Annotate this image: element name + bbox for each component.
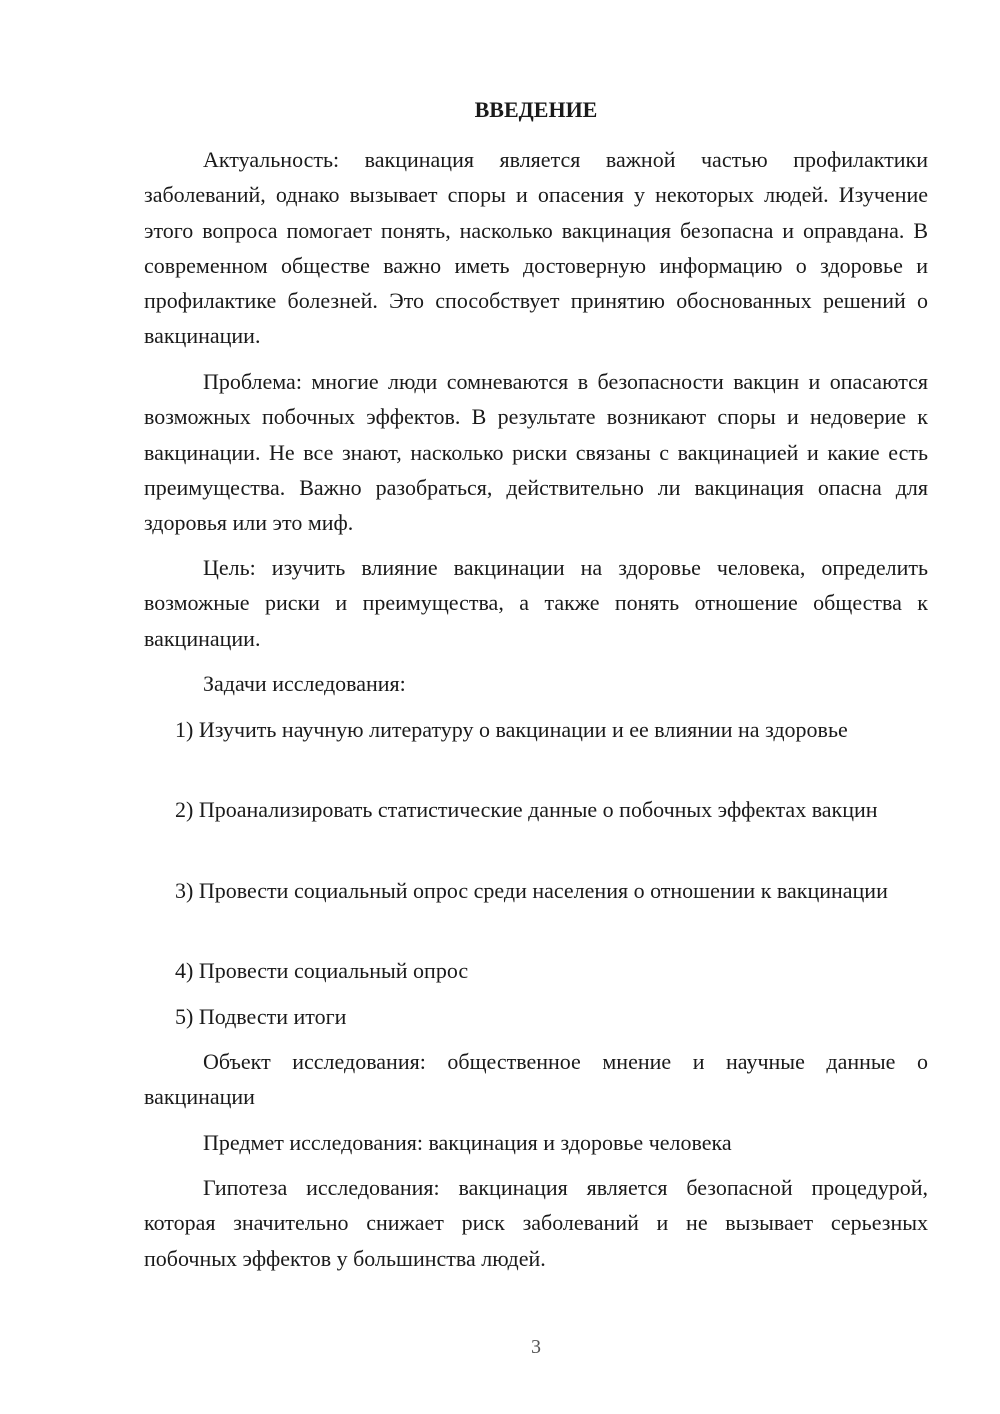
page-number: 3 bbox=[531, 1336, 541, 1358]
subject-paragraph: Предмет исследования: вакцинация и здоровье человека bbox=[203, 1130, 732, 1155]
hypothesis-paragraph: Гипотеза исследования: вакцинация является безопасной процедурой, которая значительно снижает риск заболеваний и не вызывает серьезных побочных эффектов у большинства людей. bbox=[144, 1175, 928, 1271]
list-item-task-2: 2) Проанализировать статистические данные о побочных эффектах вакцин bbox=[175, 797, 878, 822]
list-item-task-1: 1) Изучить научную литературу о вакцинации и ее влиянии на здоровье bbox=[175, 717, 848, 742]
section-title: ВВЕДЕНИЕ bbox=[474, 97, 598, 122]
list-item-task-4: 4) Провести социальный опрос bbox=[175, 958, 469, 983]
list-item-task-5: 5) Подвести итоги bbox=[175, 1004, 347, 1029]
list-item-task-3: 3) Провести социальный опрос среди населения о отношении к вакцинации bbox=[175, 878, 888, 903]
goal-paragraph: Цель: изучить влияние вакцинации на здоровье человека, определить возможные риски и преимущества, а также понять отношение общества к вакцинации. bbox=[144, 555, 928, 651]
relevance-paragraph: Актуальность: вакцинация является важной частью профилактики заболеваний, однако вызывает споры и опасения у некоторых людей. Изучение этого вопроса помогает понять, насколько вакцинация безопасна и оправдана. В современном обществе важно иметь достоверную информацию о здоровье и профилактике болезней. Это способствует принятию обоснованных решений о вакцинации. bbox=[144, 147, 928, 349]
object-paragraph: Объект исследования: общественное мнение и научные данные о вакцинации bbox=[144, 1049, 928, 1110]
tasks-heading: Задачи исследования: bbox=[203, 671, 406, 696]
problem-paragraph: Проблема: многие люди сомневаются в безопасности вакцин и опасаются возможных побочных эффектов. В результате возникают споры и недоверие к вакцинации. Не все знают, насколько риски связаны с вакцинацией и какие есть преимущества. Важно разобраться, действительно ли вакцинация опасна для здоровья или это миф. bbox=[144, 369, 928, 536]
